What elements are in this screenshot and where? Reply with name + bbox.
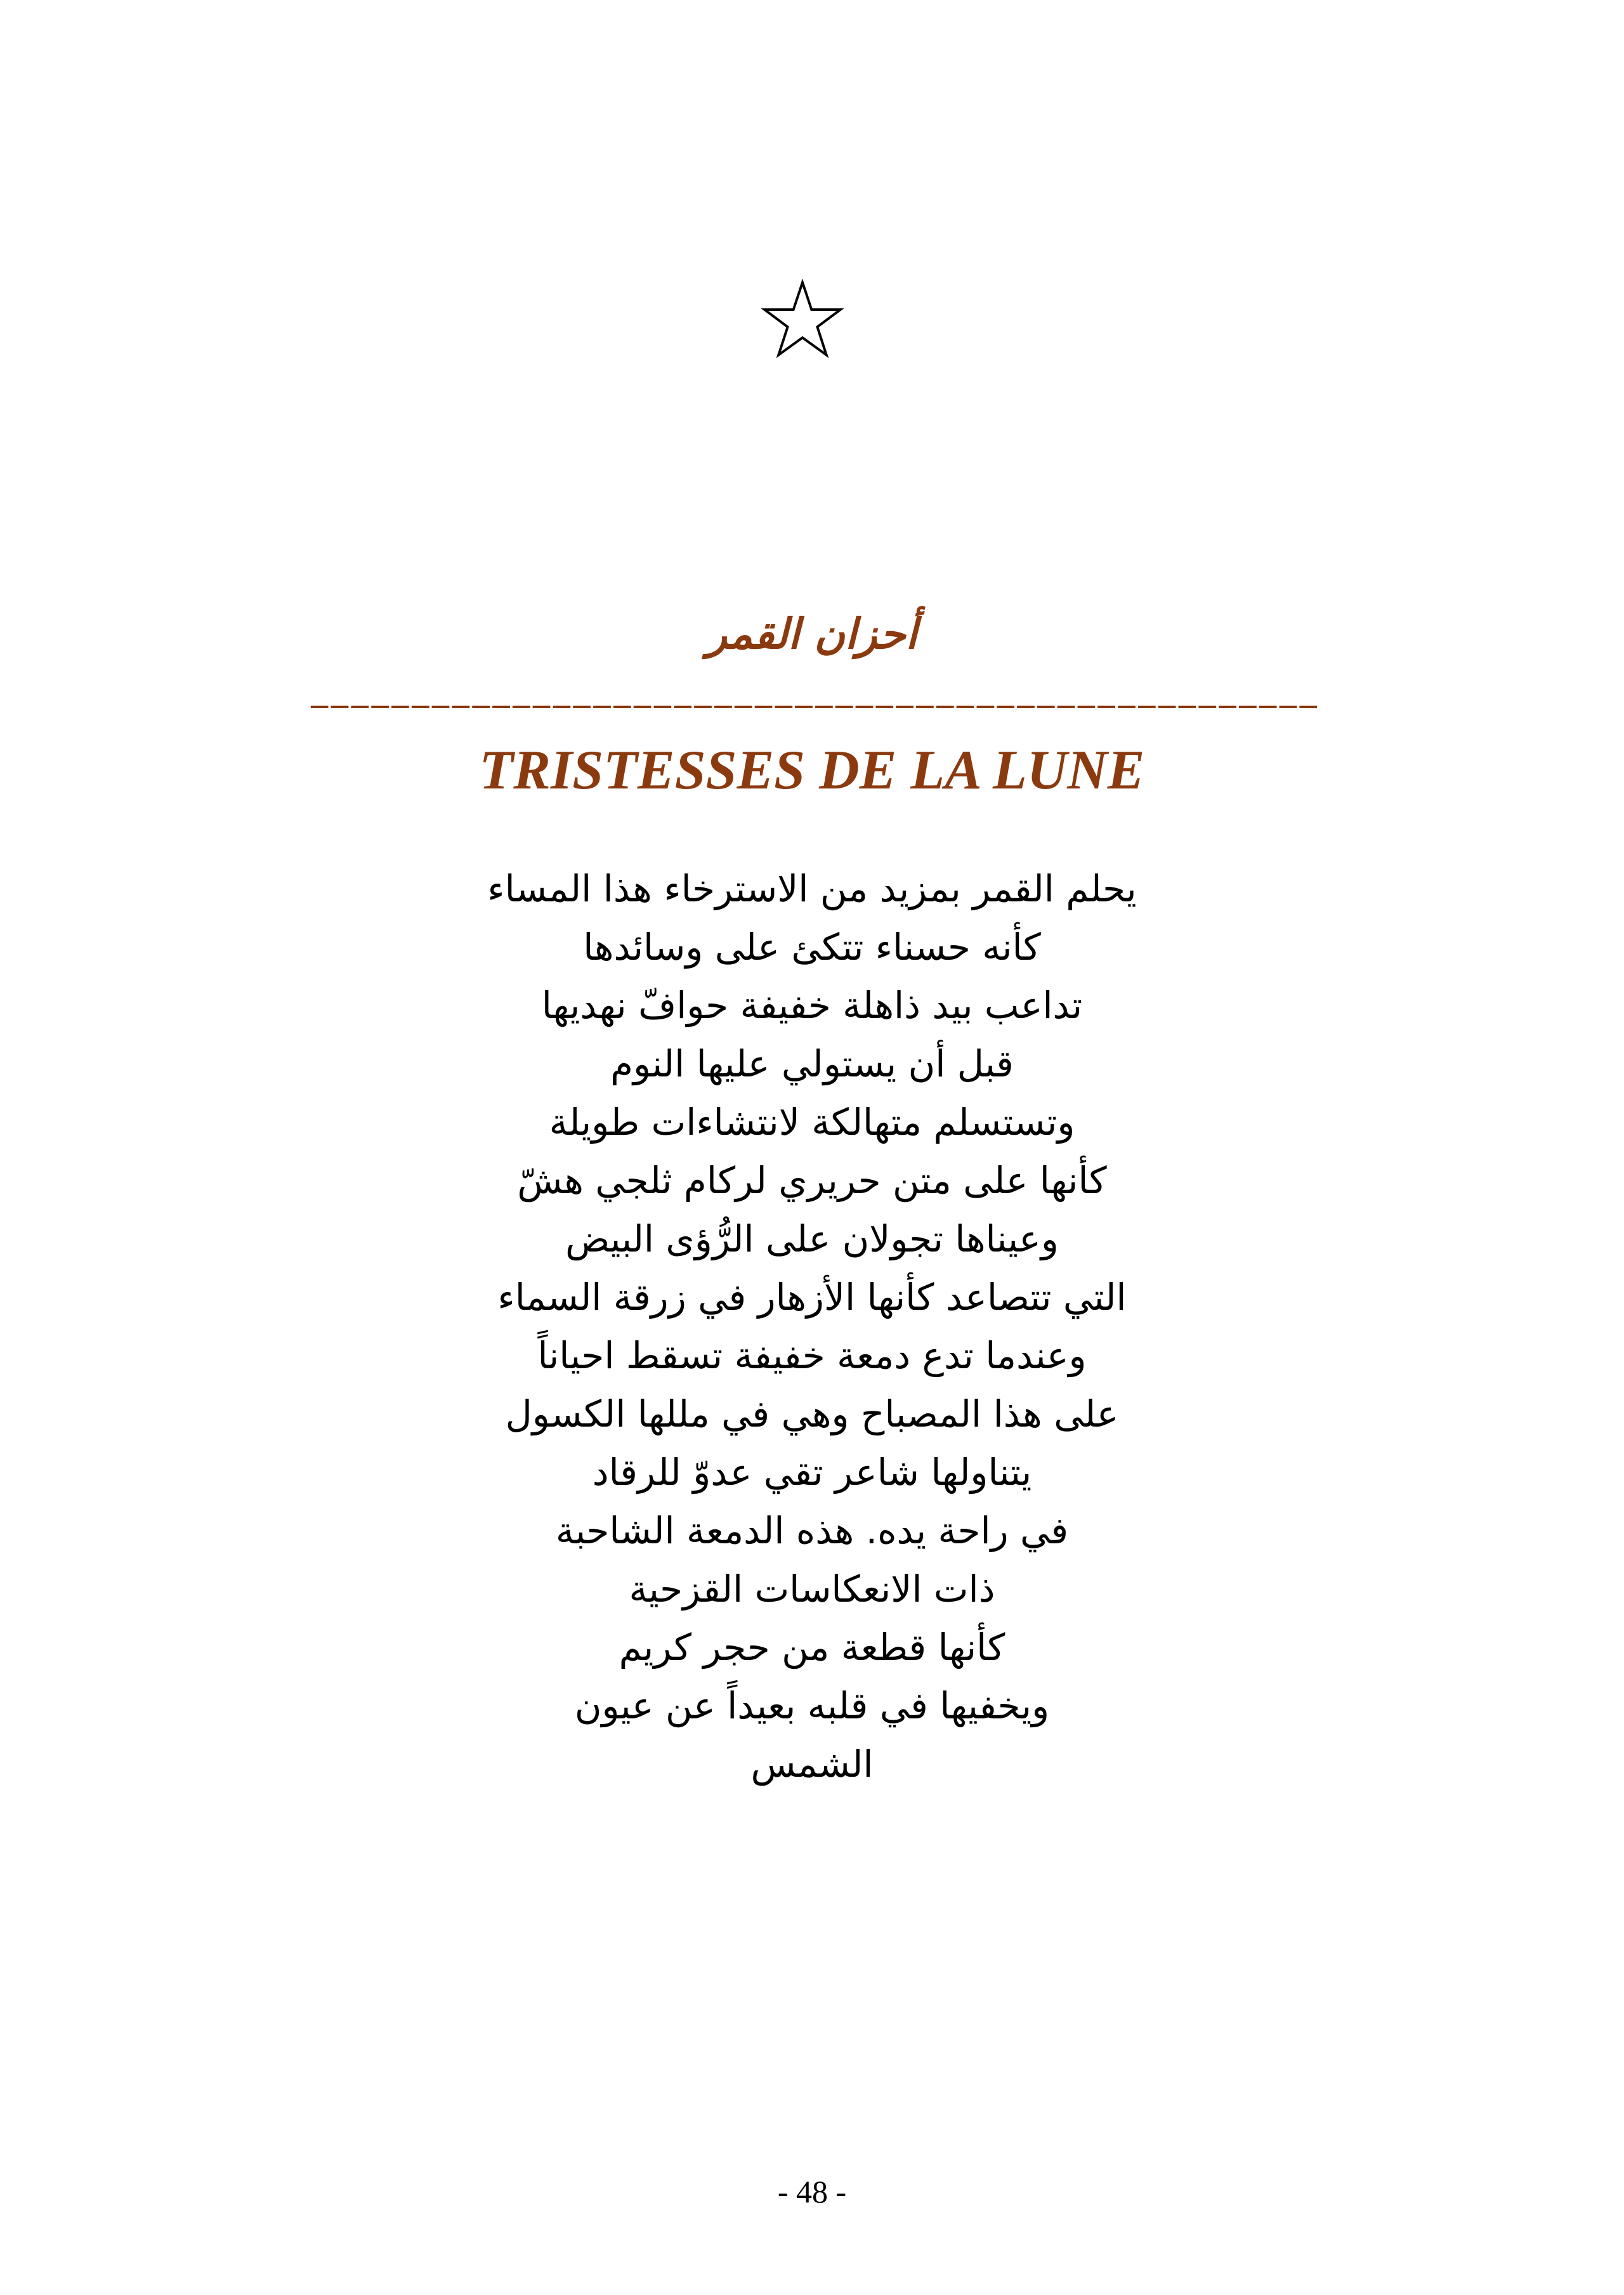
poem-line: في راحة يده. هذه الدمعة الشاحبة	[555, 1509, 1069, 1552]
poem-line: ذات الانعكاسات القزحية	[629, 1567, 995, 1611]
poem-body	[0, 860, 1624, 1793]
poem-line: وعندما تدع دمعة خفيفة تسقط احياناً	[537, 1334, 1087, 1377]
poem-line: كأنها على متن حريري لركام ثلجي هشّ	[517, 1159, 1107, 1202]
poem-line: وتستسلم متهالكة لانتشاءات طويلة	[549, 1101, 1075, 1144]
poem-line: كأنها قطعة من حجر كريم	[619, 1626, 1005, 1669]
poem-line: قبل أن يستولي عليها النوم	[610, 1042, 1014, 1085]
poem-line: يحلم القمر بمزيد من الاسترخاء هذا المساء	[487, 867, 1137, 910]
poem-line: التي تتصاعد كأنها الأزهار في زرقة السماء	[497, 1276, 1127, 1319]
title-divider: ––––––––––––––––––––––––––––––––––––––––––––––––––	[310, 686, 1320, 722]
poem-line: الشمس	[750, 1743, 874, 1786]
arabic-title: أحزان القمر	[707, 610, 917, 658]
poem-line: ويخفيها في قلبه بعيداً عن عيون	[574, 1684, 1050, 1727]
poem-line: وعيناها تجولان على الرُّؤى البيض	[565, 1217, 1059, 1260]
poem-line: يتناولها شاعر تقي عدوّ للرقاد	[592, 1451, 1032, 1494]
poem-line: على هذا المصباح وهي في مللها الكسول	[505, 1392, 1119, 1435]
poem-line: تداعب بيد ذاهلة خفيفة حوافّ نهديها	[541, 984, 1083, 1027]
star-outline-icon	[761, 279, 844, 362]
poem-line: كأنه حسناء تتكئ على وسائدها	[583, 925, 1041, 969]
french-title: TRISTESSES DE LA LUNE	[479, 740, 1145, 801]
page-number: - 48 -	[777, 2174, 847, 2209]
